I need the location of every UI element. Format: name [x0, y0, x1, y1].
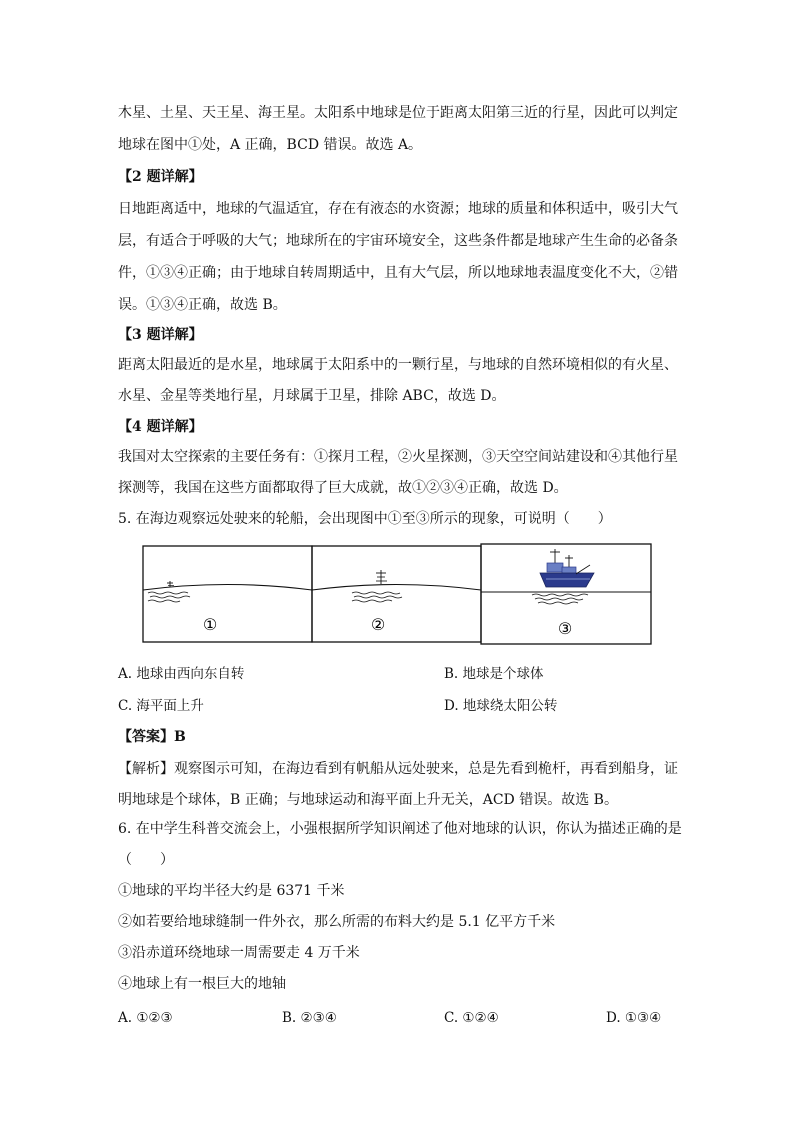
q6-stem-line-1: 6. 在中学生科普交流会上，小强根据所学知识阐述了他对地球的认识，你认为描述正确的是 — [118, 821, 682, 837]
panel-1-waves-icon — [148, 592, 190, 602]
ship-horizon-figure — [142, 543, 652, 645]
panel-2-horizon — [312, 585, 481, 591]
q6-item-3: ③沿赤道环绕地球一周需要走 4 万千米 — [118, 945, 360, 961]
panel-1-frame — [143, 546, 312, 642]
panel-2-mast-icon — [376, 570, 387, 584]
q6-option-b[interactable]: B. ②③④ — [282, 1010, 337, 1026]
q6-item-2: ②如若要给地球缝制一件外衣，那么所需的布料大约是 5.1 亿平方千米 — [118, 914, 556, 930]
q2-explanation-line-3: 件，①③④正确；由于地球自转周期适中，且有大气层，所以地球地表温度变化不大，②错 — [118, 265, 678, 281]
panel-3-waves-icon — [532, 594, 588, 604]
q4-explanation-line-1: 我国对太空探索的主要任务有：①探月工程，②火星探测，③天空空间站建设和④其他行星 — [118, 449, 678, 465]
q6-option-d[interactable]: D. ①③④ — [606, 1010, 662, 1026]
q5-answer: 【答案】B — [118, 729, 186, 745]
q5-option-d[interactable]: D. 地球绕太阳公转 — [444, 698, 558, 714]
q4-explanation-line-2: 探测等，我国在这些方面都取得了巨大成就，故①②③④正确，故选 D。 — [118, 480, 568, 496]
panel-3-ship-icon — [540, 549, 594, 587]
q6-item-4: ④地球上有一根巨大的地轴 — [118, 976, 286, 992]
q3-explanation-line-1: 距离太阳最近的是水星，地球属于太阳系中的一颗行星，与地球的自然环境相似的有火星、 — [118, 357, 678, 373]
q1-explanation-line-1: 木星、土星、天王星、海王星。太阳系中地球是位于距离太阳第三近的行星，因此可以判定 — [118, 105, 678, 121]
q5-option-c[interactable]: C. 海平面上升 — [118, 698, 204, 714]
q6-option-c[interactable]: C. ①②④ — [444, 1010, 499, 1026]
q3-explanation-line-2: 水星、金星等类地行星，月球属于卫星，排除 ABC，故选 D。 — [118, 388, 506, 404]
panel-2-label: ② — [370, 615, 386, 634]
panel-1-mast-icon — [167, 581, 174, 587]
q2-heading: 【2 题详解】 — [118, 169, 203, 185]
q5-option-b[interactable]: B. 地球是个球体 — [444, 666, 544, 682]
panel-3-label: ③ — [557, 619, 573, 638]
q5-option-a[interactable]: A. 地球由西向东自转 — [118, 666, 245, 682]
q4-heading: 【4 题详解】 — [118, 419, 203, 435]
q6-item-1: ①地球的平均半径大约是 6371 千米 — [118, 883, 345, 899]
q2-explanation-line-4: 误。①③④正确，故选 B。 — [118, 297, 287, 313]
q2-explanation-line-2: 层，有适合于呼吸的大气；地球所在的宇宙环境安全，这些条件都是地球产生生命的必备条 — [118, 233, 678, 249]
q5-analysis-line-1: 【解析】观察图示可知，在海边看到有帆船从远处驶来，总是先看到桅杆，再看到船身，证 — [118, 761, 678, 777]
q5-stem: 5. 在海边观察远处驶来的轮船，会出现图中①至③所示的现象，可说明（ ） — [118, 511, 612, 527]
panel-2-waves-icon — [352, 592, 402, 602]
q3-heading: 【3 题详解】 — [118, 327, 203, 343]
q5-analysis-line-2: 明地球是个球体，B 正确；与地球运动和海平面上升无关，ACD 错误。故选 B。 — [118, 792, 618, 808]
q2-explanation-line-1: 日地距离适中，地球的气温适宜，存在有液态的水资源；地球的质量和体积适中，吸引大气 — [118, 201, 678, 217]
q6-option-a[interactable]: A. ①②③ — [118, 1010, 173, 1026]
q1-explanation-line-2: 地球在图中①处，A 正确，BCD 错误。故选 A。 — [118, 137, 423, 153]
panel-1-label: ① — [202, 615, 218, 634]
q6-stem-line-2: （ ） — [118, 852, 174, 868]
